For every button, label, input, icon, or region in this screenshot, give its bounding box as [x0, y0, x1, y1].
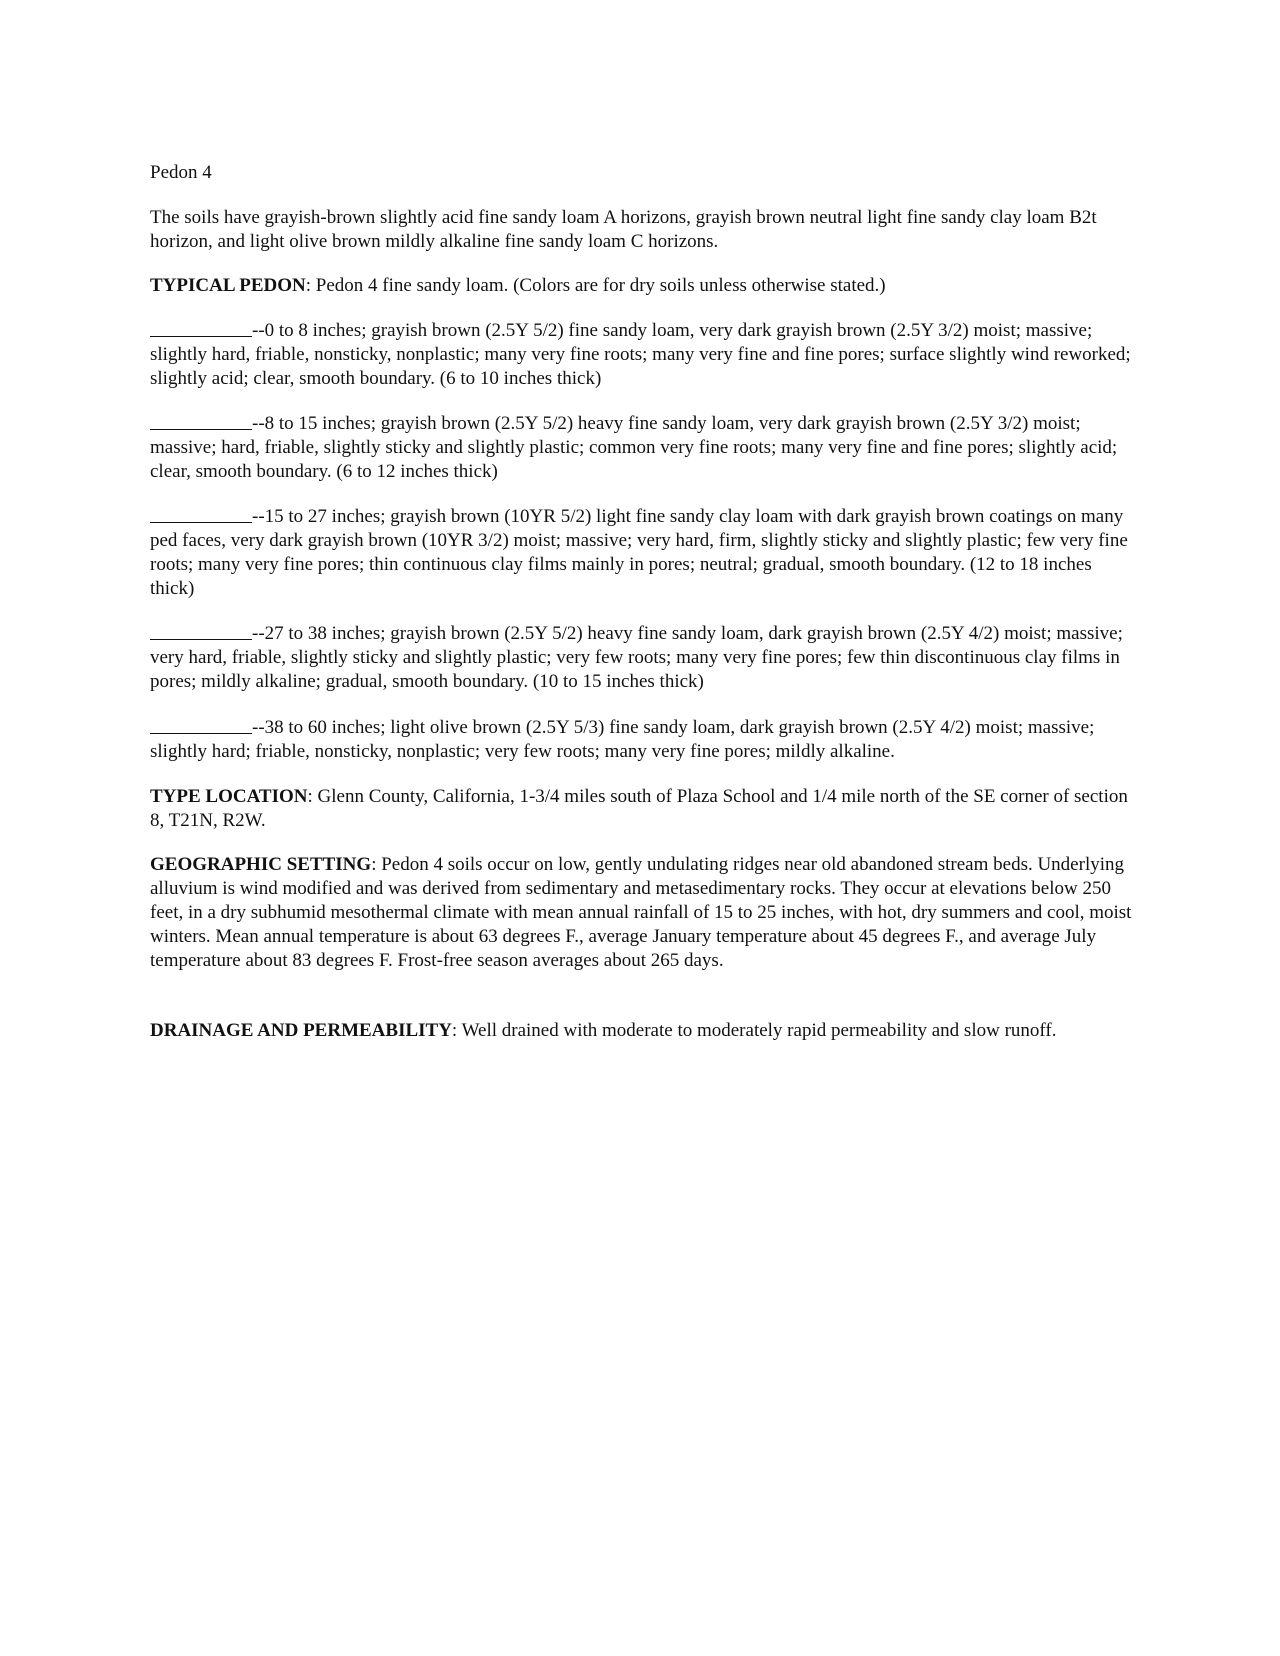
geographic-setting-label: GEOGRAPHIC SETTING: [150, 854, 372, 875]
drainage-text: : Well drained with moderate to moderately rapid permeability and slow runoff.: [451, 1020, 1057, 1041]
drainage-label: DRAINAGE AND PERMEABILITY: [150, 1020, 452, 1041]
typical-pedon-label: TYPICAL PEDON: [150, 275, 306, 296]
horizon-name-blank: [150, 508, 252, 523]
horizon-paragraph-2: [150, 412, 1135, 484]
horizon-paragraph-5: [150, 716, 1135, 764]
horizon-text: --38 to 60 inches; light olive brown (2.5Y 5/3) fine sandy loam, dark grayish brown (2.5Y 4/2) moist; massive; slightly hard; friable, nonsticky, nonplastic; very few roots; many very fine pores; mildly alkaline.: [150, 717, 1095, 762]
horizon-paragraph-1: [150, 319, 1135, 391]
geographic-setting-text: : Pedon 4 soils occur on low, gently undulating ridges near old abandoned stream beds. Underlying alluvium is wind modified and was derived from sedimentary and metasedimentary rocks. They occur at elevations below 250 feet, in a dry subhumid mesothermal climate with mean annual rainfall of 15 to 25 inches, with hot, dry summers and cool, moist winters. Mean annual temperature is about 63 degrees F., average January temperature about 45 degrees F., and average July temperature about 83 degrees F. Frost-free season averages about 265 days.: [150, 854, 1132, 971]
horizon-text: --27 to 38 inches; grayish brown (2.5Y 5/2) heavy fine sandy loam, dark grayish brown (2.5Y 4/2) moist; massive; very hard, friable, slightly sticky and slightly plastic; very few roots; many very fine pores; few thin discontinuous clay films in pores; mildly alkaline; gradual, smooth boundary. (10 to 15 inches thick): [150, 623, 1123, 692]
drainage-paragraph: [150, 1019, 1135, 1043]
horizon-text: --0 to 8 inches; grayish brown (2.5Y 5/2) fine sandy loam, very dark grayish brown (2.5Y 3/2) moist; massive; slightly hard, friable, nonsticky, nonplastic; many very fine roots; many very fine and fine pores; surface slightly wind reworked; slightly acid; clear, smooth boundary. (6 to 10 inches thick): [150, 320, 1131, 389]
horizon-name-blank: [150, 625, 252, 640]
type-location-paragraph: [150, 785, 1135, 833]
horizon-name-blank: [150, 415, 252, 430]
horizon-text: --15 to 27 inches; grayish brown (10YR 5/2) light fine sandy clay loam with dark grayish brown coatings on many ped faces, very dark grayish brown (10YR 3/2) moist; massive; very hard, firm, slightly sticky and slightly plastic; few very fine roots; many very fine pores; thin continuous clay films mainly in pores; neutral; gradual, smooth boundary. (12 to 18 inches thick): [150, 506, 1128, 599]
intro-paragraph: The soils have grayish-brown slightly acid fine sandy loam A horizons, grayish brown neutral light fine sandy clay loam B2t horizon, and light olive brown mildly alkaline fine sandy loam C horizons.: [150, 207, 1097, 252]
horizon-name-blank: [150, 322, 252, 337]
document-title: Pedon 4: [150, 162, 212, 183]
type-location-text: : Glenn County, California, 1-3/4 miles south of Plaza School and 1/4 mile north of the SE corner of section 8, T21N, R2W.: [150, 786, 1128, 831]
geographic-setting-paragraph: [150, 853, 1135, 973]
horizon-name-blank: [150, 719, 252, 734]
horizon-paragraph-4: [150, 622, 1135, 694]
typical-pedon-text: : Pedon 4 fine sandy loam. (Colors are for dry soils unless otherwise stated.): [305, 275, 886, 296]
horizon-text: --8 to 15 inches; grayish brown (2.5Y 5/2) heavy fine sandy loam, very dark grayish brown (2.5Y 3/2) moist; massive; hard, friable, slightly sticky and slightly plastic; common very fine roots; many very fine and fine pores; slightly acid; clear, smooth boundary. (6 to 12 inches thick): [150, 413, 1118, 482]
typical-pedon-paragraph: [150, 274, 1135, 298]
type-location-label: TYPE LOCATION: [150, 786, 308, 807]
horizon-paragraph-3: [150, 505, 1135, 601]
